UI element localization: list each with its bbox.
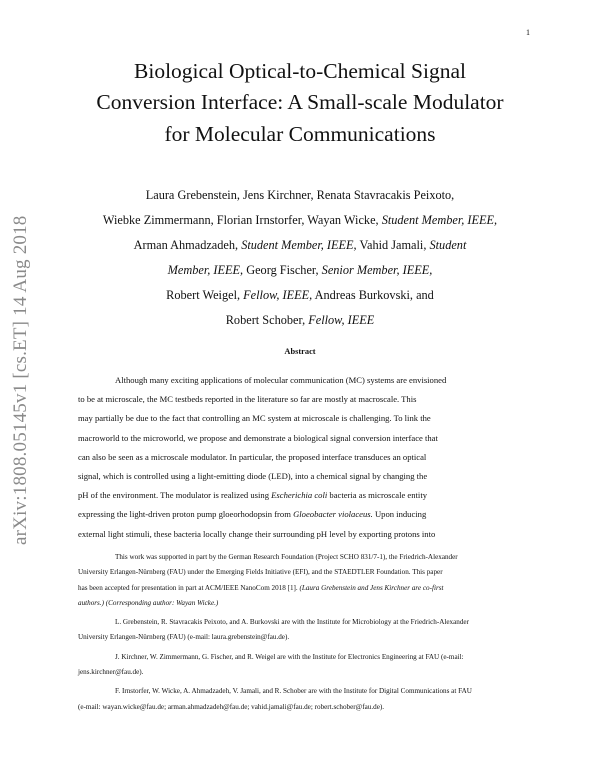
footnote-line bbox=[78, 596, 522, 611]
footnote-line: (e-mail: wayan.wicke@fau.de; arman.ahmadzadeh@fau.de; vahid.jamali@fau.de; robert.schober@fau.de). bbox=[78, 702, 385, 711]
footnote-line: University Erlangen-Nürnberg (FAU) under the Emerging Fields Initiative (EFI), and the STAEDTLER Foundation. This paper bbox=[78, 568, 443, 577]
author-names: Andreas Burkovski, and bbox=[314, 288, 434, 302]
footnote-italic: authors.) (Corresponding author: Wayan Wicke.) bbox=[78, 598, 219, 607]
author-membership: Fellow, IEEE, bbox=[243, 288, 313, 302]
author-membership: Student Member, IEEE, bbox=[241, 238, 357, 252]
author-line bbox=[60, 258, 540, 283]
author-names: Arman Ahmadzadeh, bbox=[133, 238, 239, 252]
author-membership: Senior Member, IEEE, bbox=[321, 263, 433, 277]
abstract-line: can also be seen as a microscale modulator. In particular, the proposed interface transduces an optical bbox=[78, 451, 427, 462]
footnote-line: University Erlangen-Nürnberg (FAU) (e-mail: laura.grebenstein@fau.de). bbox=[78, 633, 290, 642]
author-names: Vahid Jamali, bbox=[359, 238, 427, 252]
species-name: Gloeobacter violaceus. bbox=[293, 509, 373, 520]
abstract-body bbox=[78, 371, 522, 544]
page-number: 1 bbox=[526, 28, 530, 37]
title-line: Biological Optical-to-Chemical Signal bbox=[134, 59, 466, 83]
abstract-text: expressing the light-driven proton pump gloeorhodopsin from bbox=[78, 509, 291, 520]
author-membership: Student bbox=[429, 238, 467, 252]
abstract-line: to be at microscale, the MC testbeds reported in the literature so far are mostly at macroscale. This bbox=[78, 394, 417, 405]
footnote-line: L. Grebenstein, R. Stavracakis Peixoto, and A. Burkovski are with the Institute for Microbiology at the Friedrich-Alexander bbox=[115, 618, 469, 627]
footnote-italic: (Laura Grebenstein and Jens Kirchner are co-first bbox=[299, 583, 444, 592]
footnotes bbox=[78, 550, 522, 715]
abstract-line: macroworld to the microworld, we propose and demonstrate a biological signal conversion interface that bbox=[78, 432, 438, 443]
author-membership: Member, IEEE, bbox=[167, 263, 244, 277]
title-line: Conversion Interface: A Small-scale Modulator bbox=[96, 90, 504, 115]
author-membership: Fellow, IEEE bbox=[308, 313, 375, 327]
arxiv-identifier-stamp[interactable]: arXiv:1808.05145v1 [cs.ET] 14 Aug 2018 bbox=[10, 215, 31, 545]
author-list bbox=[60, 183, 540, 333]
abstract-line bbox=[78, 505, 522, 524]
abstract-text: Upon inducing bbox=[374, 509, 427, 520]
author-line bbox=[60, 308, 540, 333]
author-line bbox=[60, 208, 540, 233]
abstract-line: may partially be due to the fact that controlling an MC system at microscale is challenging. To link the bbox=[78, 413, 431, 424]
author-names: Robert Schober, bbox=[225, 313, 306, 327]
author-names: Laura Grebenstein, Jens Kirchner, Renata Stavracakis Peixoto, bbox=[145, 188, 455, 202]
abstract-line bbox=[78, 486, 522, 505]
author-names: Georg Fischer, bbox=[246, 263, 319, 277]
abstract-heading: Abstract bbox=[284, 347, 316, 356]
footnote-line: jens.kirchner@fau.de). bbox=[78, 668, 144, 677]
author-membership: Student Member, IEEE, bbox=[381, 213, 498, 227]
footnote-line: This work was supported in part by the German Research Foundation (Project SCHO 831/7-1), the Friedrich-Alexander bbox=[115, 553, 458, 561]
abstract-text: bacteria as microscale entity bbox=[329, 490, 428, 501]
author-line bbox=[60, 183, 540, 208]
author-names: Robert Weigel, bbox=[166, 288, 241, 302]
title-line: for Molecular Communications bbox=[164, 121, 436, 146]
author-line bbox=[60, 283, 540, 308]
footnote-text: has been accepted for presentation in part at ACM/IEEE NanoCom 2018 [1]. bbox=[78, 583, 298, 592]
author-names: Wiebke Zimmermann, Florian Irnstorfer, Wayan Wicke, bbox=[102, 213, 379, 227]
footnote-line bbox=[78, 581, 522, 596]
footnote-line: J. Kirchner, W. Zimmermann, G. Fischer, and R. Weigel are with the Institute for Electronics Engineering at FAU (e-mail: bbox=[115, 652, 464, 661]
author-line bbox=[60, 233, 540, 258]
species-name: Escherichia coli bbox=[271, 490, 328, 501]
footnote-line: F. Irnstorfer, W. Wicke, A. Ahmadzadeh, V. Jamali, and R. Schober are with the Institute for Digital Communications at FAU bbox=[115, 687, 472, 696]
paper-title bbox=[60, 56, 540, 150]
abstract-line: Although many exciting applications of molecular communication (MC) systems are envisioned bbox=[115, 375, 447, 385]
abstract-line: external light stimuli, these bacteria locally change their surrounding pH level by exporting protons into bbox=[78, 528, 436, 539]
abstract-text: pH of the environment. The modulator is realized using bbox=[78, 490, 270, 501]
abstract-line: signal, which is controlled using a light-emitting diode (LED), into a chemical signal by changing the bbox=[78, 471, 428, 482]
